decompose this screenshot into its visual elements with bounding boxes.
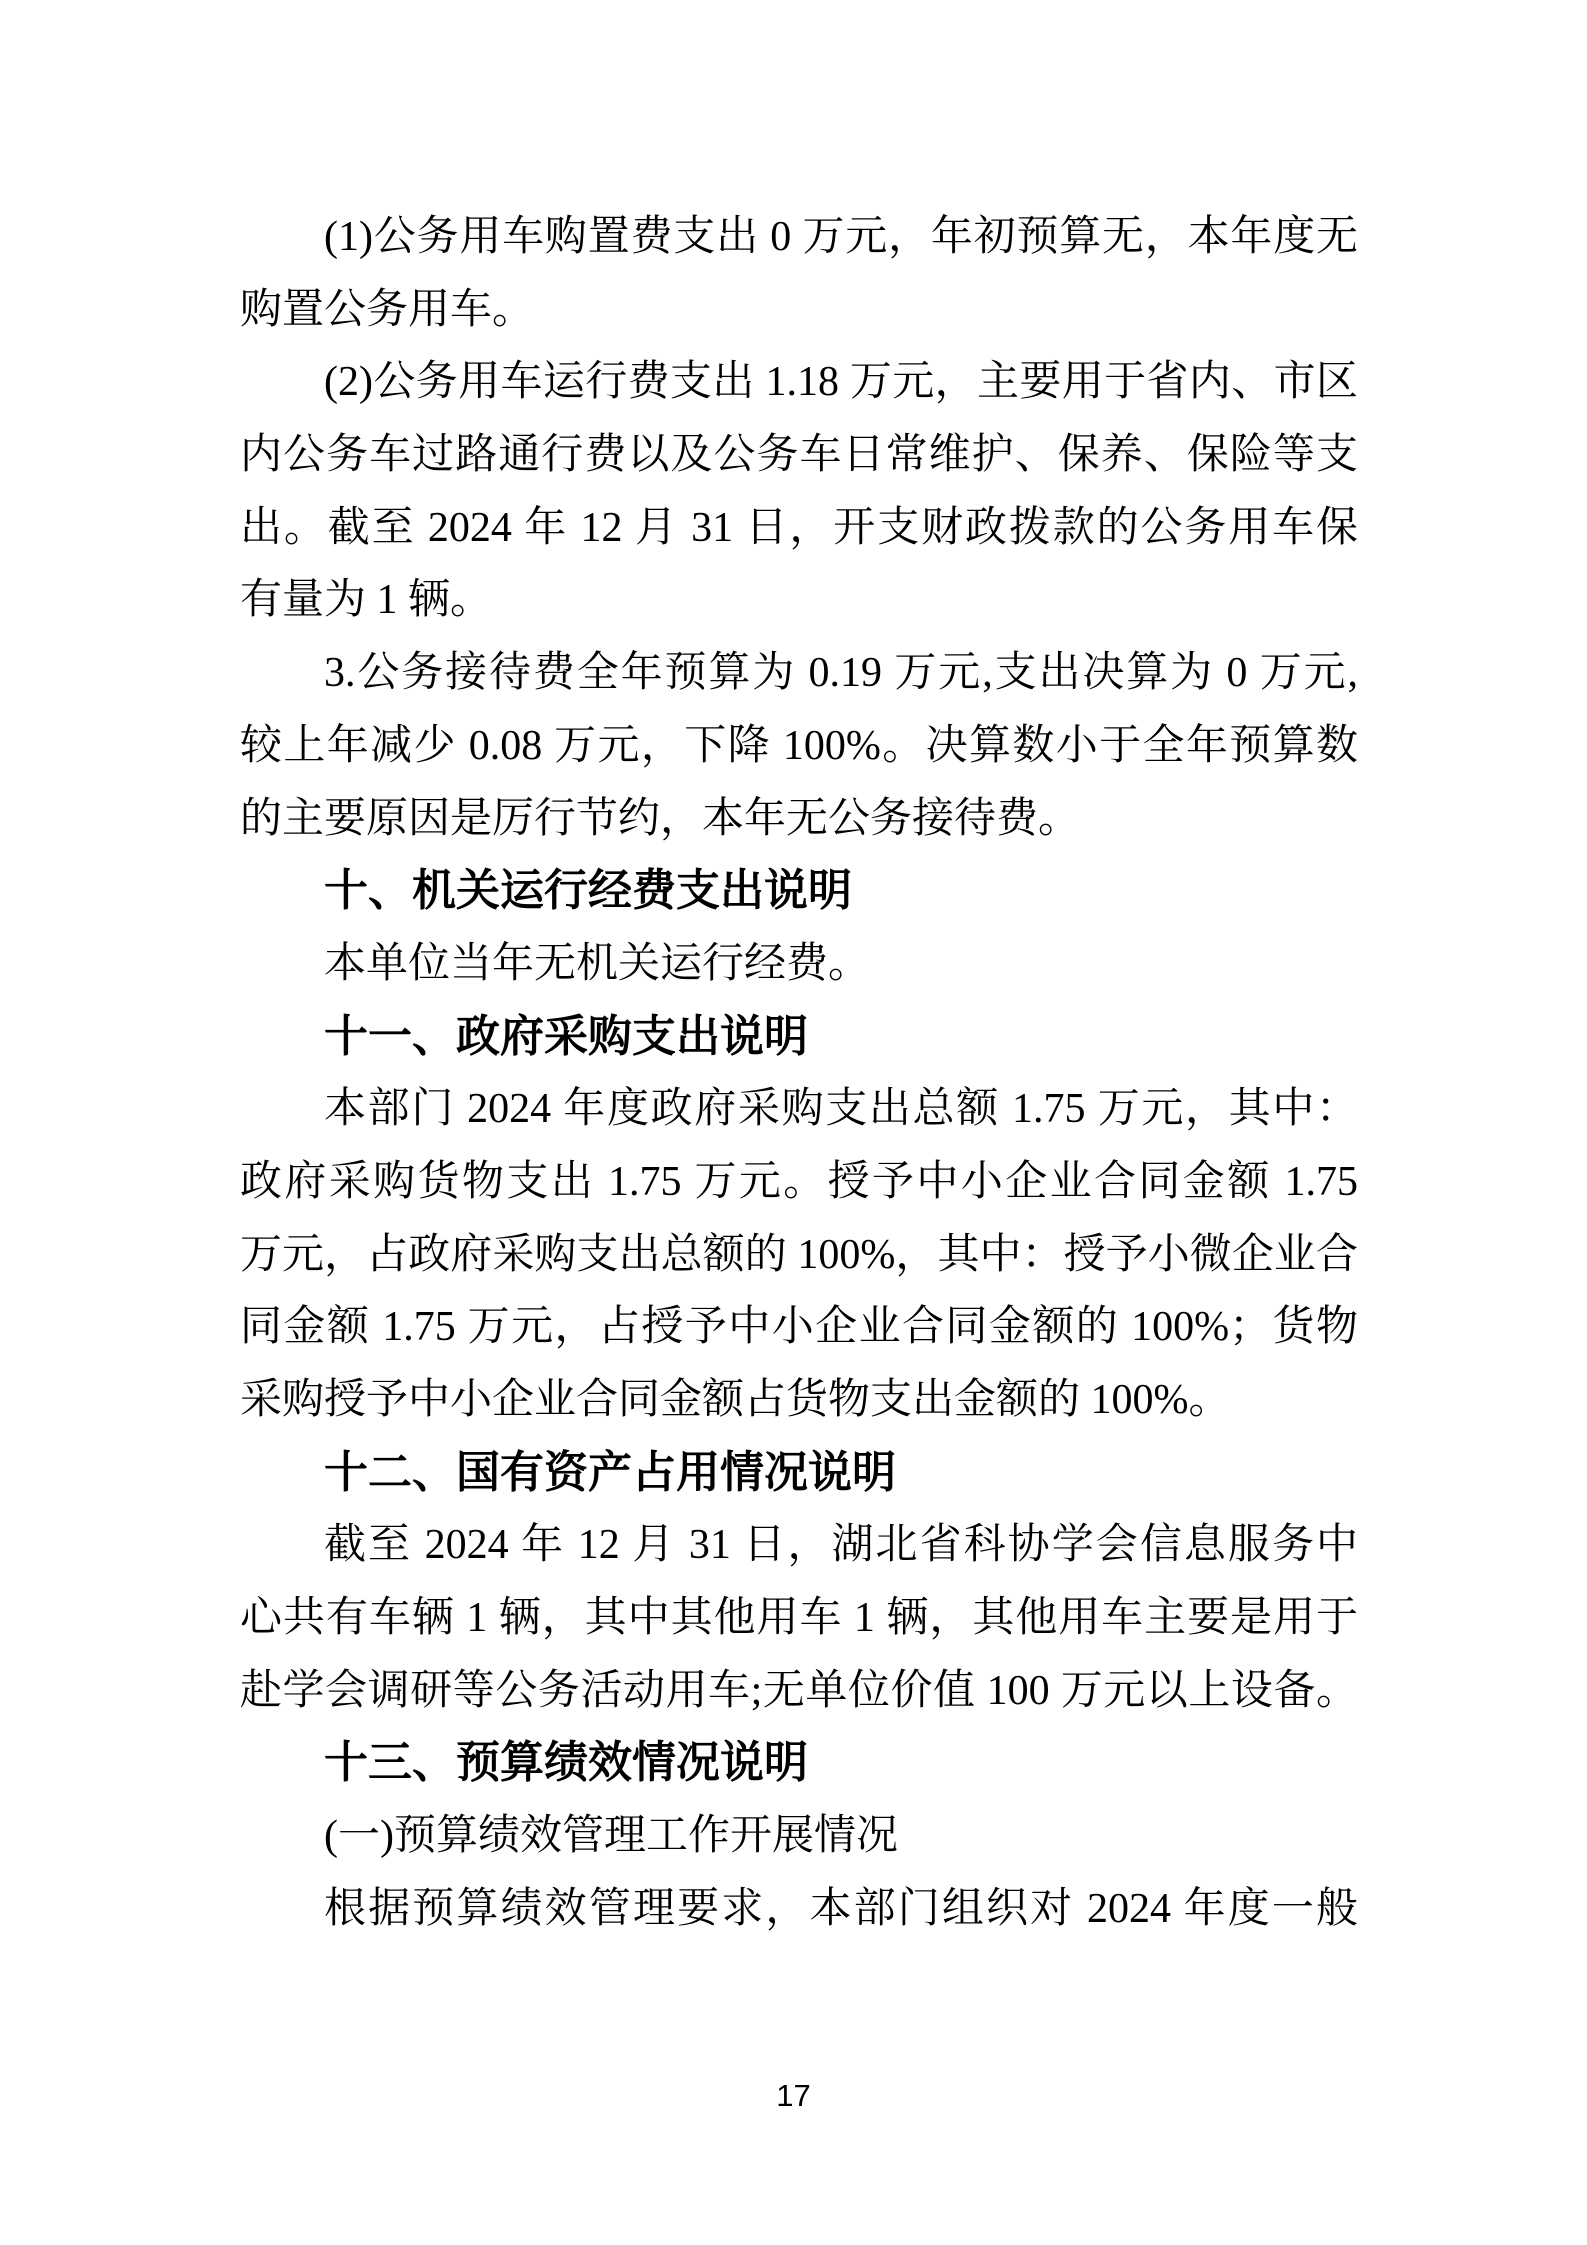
paragraph-line: (1)公务用车购置费支出 0 万元，年初预算无，本年度无: [324, 214, 1358, 260]
paragraph-line: 本部门 2024 年度政府采购支出总额 1.75 万元，其中：: [324, 1086, 1358, 1133]
paragraph-line: (2)公务用车运行费支出 1.18 万元，主要用于省内、市区: [324, 359, 1358, 406]
paragraph-line: 政府采购货物支出 1.75 万元。授予中小企业合同金额 1.75: [240, 1158, 1358, 1205]
paragraph-line: 截至 2024 年 12 月 31 日，湖北省科协学会信息服务中: [324, 1522, 1358, 1569]
paragraph-line: 赴学会调研等公务活动用车;无单位价值 100 万元以上设备。: [240, 1667, 1358, 1714]
section-heading: 十三、预算绩效情况说明: [324, 1738, 808, 1788]
paragraph-line: (一)预算绩效管理工作开展情况: [324, 1813, 898, 1860]
paragraph-line: 心共有车辆 1 辆，其中其他用车 1 辆，其他用车主要是用于: [240, 1595, 1358, 1642]
paragraph-line: 的主要原因是厉行节约，本年无公务接待费。: [240, 795, 1081, 842]
paragraph-line: 较上年减少 0.08 万元，下降 100%。决算数小于全年预算数: [240, 722, 1358, 769]
paragraph-line: 出。截至 2024 年 12 月 31 日，开支财政拨款的公务用车保: [240, 504, 1358, 551]
paragraph-line: 根据预算绩效管理要求，本部门组织对 2024 年度一般: [324, 1885, 1358, 1932]
page-number: 17: [776, 2078, 811, 2113]
paragraph-line: 3.公务接待费全年预算为 0.19 万元,支出决算为 0 万元,: [324, 650, 1358, 697]
paragraph-line: 本单位当年无机关运行经费。: [324, 940, 871, 987]
paragraph-line: 购置公务用车。: [240, 286, 535, 333]
paragraph-line: 采购授予中小企业合同金额占货物支出金额的 100%。: [240, 1377, 1231, 1423]
paragraph-line: 内公务车过路通行费以及公务车日常维护、保养、保险等支: [240, 432, 1358, 479]
section-heading: 十二、国有资产占用情况说明: [324, 1447, 896, 1497]
document-body: [240, 201, 1358, 1946]
paragraph-line: 有量为 1 辆。: [240, 577, 493, 624]
section-heading: 十、机关运行经费支出说明: [324, 866, 852, 916]
paragraph-line: 同金额 1.75 万元，占授予中小企业合同金额的 100%；货物: [240, 1304, 1358, 1351]
section-heading: 十一、政府采购支出说明: [324, 1011, 808, 1061]
paragraph-line: 万元，占政府采购支出总额的 100%，其中：授予小微企业合: [240, 1231, 1358, 1278]
